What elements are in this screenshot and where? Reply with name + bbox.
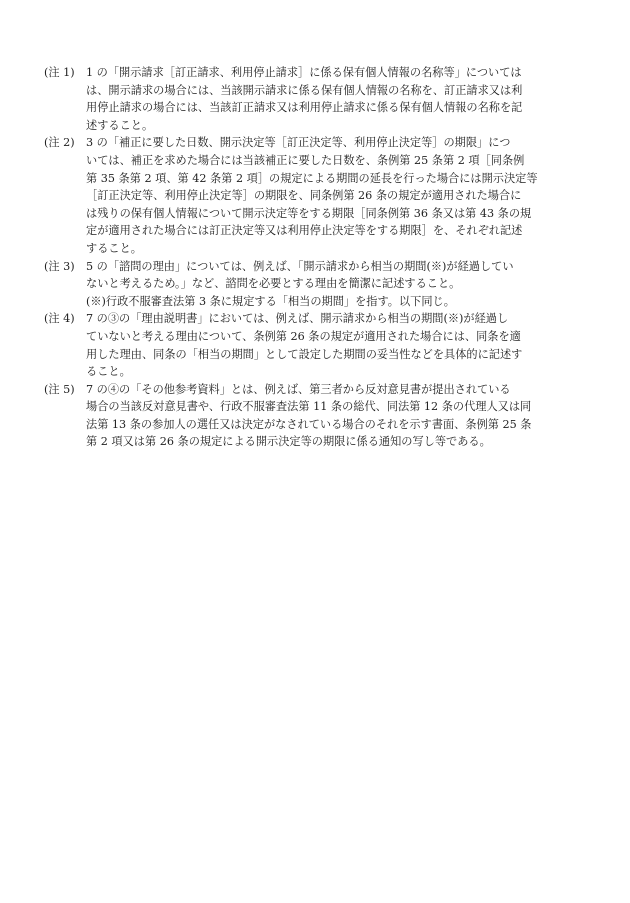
note-line: 7 の③の「理由説明書」においては、例えば、開示請求から相当の期間(※)が経過し (86, 312, 509, 326)
note-label: (注 1) (44, 66, 75, 79)
note-label: (注 4) (44, 312, 75, 326)
note-body (86, 64, 592, 134)
note-line: ［訂正決定等、利用停止決定等］の期限を、同条例第 26 条の規定が適用された場合に (86, 189, 522, 203)
note-1 (44, 64, 592, 134)
note-4 (44, 310, 592, 380)
note-label: (注 5) (44, 382, 75, 396)
note-2 (44, 134, 592, 257)
notes-list (44, 64, 592, 451)
note-line: 1 の「開示請求［訂正請求、利用停止請求］に係る保有個人情報の名称等」については (86, 66, 522, 79)
note-line: 第 2 項又は第 26 条の規定による開示決定等の期限に係る通知の写し等である。 (86, 435, 491, 449)
note-line: 定が適用された場合には訂正決定等又は利用停止決定等をする期限］を、それぞれ記述 (86, 224, 523, 238)
note-line: 5 の「諮問の理由」については、例えば、「開示請求から相当の期間(※)が経過してい (86, 259, 514, 273)
note-line: 場合の当該反対意見書や、行政不服審査法第 11 条の総代、同法第 12 条の代理人又は同 (86, 400, 532, 414)
note-body (86, 310, 592, 380)
note-line: いては、補正を求めた場合には当該補正に要した日数を、条例第 25 条第 2 項［同条例 (86, 153, 525, 167)
note-line: 用停止請求の場合には、当該訂正請求又は利用停止請求に係る保有個人情報の名称を記 (86, 101, 523, 115)
note-line: 用した理由、同条の「相当の期間」として設定した期間の妥当性などを具体的に記述す (86, 347, 523, 361)
note-line: は残りの保有個人情報について開示決定等をする期限［同条例第 36 条又は第 43 条の規 (86, 206, 532, 220)
note-5 (44, 381, 592, 451)
note-label: (注 2) (44, 136, 75, 150)
note-line: 7 の④の「その他参考資料」とは、例えば、第三者から反対意見書が提出されている (86, 382, 511, 396)
note-line: ていないと考える理由について、条例第 26 条の規定が適用された場合には、同条を適 (86, 329, 521, 343)
note-line: すること。 (86, 241, 142, 255)
note-line: 法第 13 条の参加人の選任又は決定がなされている場合のそれを示す書面、条例第 25 条 (86, 417, 532, 431)
note-body (86, 381, 592, 451)
note-line: 第 35 条第 2 項、第 42 条第 2 項］の規定による期間の延長を行った場合には開示決定等 (86, 171, 538, 185)
note-line: 3 の「補正に要した日数、開示決定等［訂正決定等、利用停止決定等］の期限」につ (86, 136, 511, 150)
note-3 (44, 258, 592, 311)
note-line: は、開示請求の場合には、当該開示請求に係る保有個人情報の名称を、訂正請求又は利 (86, 83, 523, 97)
note-label: (注 3) (44, 259, 75, 273)
note-line: ること。 (86, 365, 131, 379)
note-line: 述すること。 (86, 118, 154, 132)
note-body (86, 134, 592, 257)
note-footnote: (※)行政不服審査法第 3 条に規定する「相当の期間」を指す。以下同じ。 (86, 294, 455, 308)
note-body (86, 258, 592, 311)
note-line: ないと考えるため。」など、諮問を必要とする理由を簡潔に記述すること。 (86, 277, 461, 291)
